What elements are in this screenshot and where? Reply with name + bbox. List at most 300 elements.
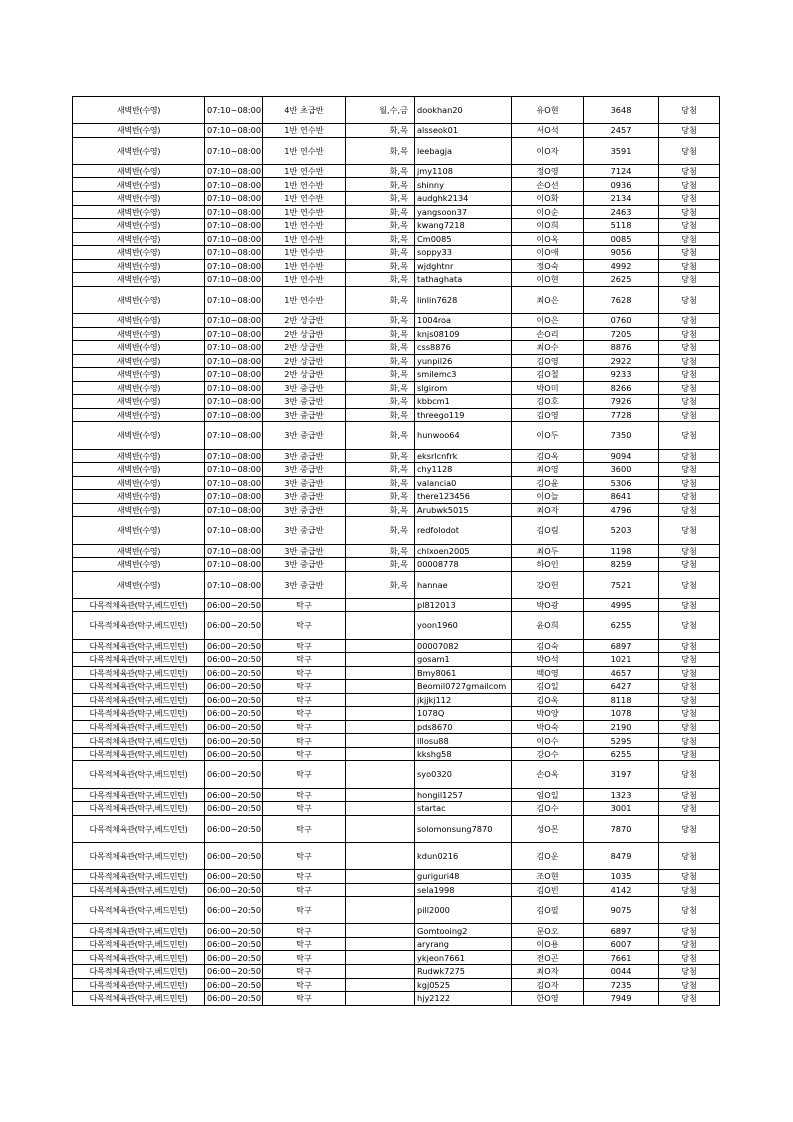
days-cell: 화,목	[346, 544, 415, 558]
code-cell: 6255	[584, 612, 659, 639]
table-row	[73, 937, 720, 951]
facility-cell: 새벽반(수영)	[73, 368, 205, 382]
name-cell: 이O현	[512, 273, 584, 287]
user-id-cell: threego119	[415, 408, 512, 422]
class-cell: 1반 연수반	[263, 259, 346, 273]
facility-cell: 새벽반(수영)	[73, 205, 205, 219]
time-cell: 07:10~08:00	[205, 449, 263, 463]
table-row	[73, 693, 720, 707]
result-cell: 당첨	[659, 408, 720, 422]
name-cell: 최O자	[512, 965, 584, 979]
table-row	[73, 490, 720, 504]
user-id-cell: 1004roa	[415, 314, 512, 328]
days-cell: 화,목	[346, 327, 415, 341]
result-cell: 당첨	[659, 992, 720, 1006]
days-cell	[346, 978, 415, 992]
table-row	[73, 517, 720, 544]
class-cell: 1반 연수반	[263, 164, 346, 178]
class-cell: 1반 연수반	[263, 246, 346, 260]
code-cell: 1198	[584, 544, 659, 558]
result-cell: 당첨	[659, 747, 720, 761]
result-cell: 당첨	[659, 924, 720, 938]
facility-cell: 새벽반(수영)	[73, 232, 205, 246]
user-id-cell: gosam1	[415, 653, 512, 667]
code-cell: 2625	[584, 273, 659, 287]
code-cell: 4796	[584, 503, 659, 517]
code-cell: 8118	[584, 693, 659, 707]
code-cell: 1035	[584, 870, 659, 884]
user-id-cell: hongil1257	[415, 788, 512, 802]
code-cell: 7628	[584, 286, 659, 313]
name-cell: 김O영	[512, 354, 584, 368]
facility-cell: 다목적체육관(탁구,베드민턴)	[73, 612, 205, 639]
user-id-cell: smilemc3	[415, 368, 512, 382]
time-cell: 07:10~08:00	[205, 192, 263, 206]
days-cell: 화,목	[346, 164, 415, 178]
result-cell: 당첨	[659, 476, 720, 490]
days-cell	[346, 612, 415, 639]
user-id-cell: 00007082	[415, 639, 512, 653]
code-cell: 7949	[584, 992, 659, 1006]
name-cell: 김O빈	[512, 883, 584, 897]
time-cell: 07:10~08:00	[205, 124, 263, 138]
user-id-cell: kgj0525	[415, 978, 512, 992]
table-row	[73, 327, 720, 341]
code-cell: 0936	[584, 178, 659, 192]
code-cell: 0044	[584, 965, 659, 979]
result-cell: 당첨	[659, 192, 720, 206]
result-cell: 당첨	[659, 639, 720, 653]
class-cell: 1반 연수반	[263, 192, 346, 206]
facility-cell: 새벽반(수영)	[73, 381, 205, 395]
facility-cell: 다목적체육관(탁구,베드민턴)	[73, 924, 205, 938]
user-id-cell: kkshg58	[415, 747, 512, 761]
name-cell: 이O희	[512, 219, 584, 233]
class-cell: 탁구	[263, 978, 346, 992]
days-cell	[346, 924, 415, 938]
name-cell: 문O오	[512, 924, 584, 938]
days-cell	[346, 639, 415, 653]
days-cell: 화,목	[346, 490, 415, 504]
class-cell: 1반 연수반	[263, 232, 346, 246]
table-row	[73, 571, 720, 598]
name-cell: 윤O희	[512, 612, 584, 639]
result-cell: 당첨	[659, 503, 720, 517]
days-cell	[346, 707, 415, 721]
name-cell: 김O운	[512, 842, 584, 869]
facility-cell: 다목적체육관(탁구,베드민턴)	[73, 965, 205, 979]
user-id-cell: solomonsung7870	[415, 815, 512, 842]
facility-cell: 새벽반(수영)	[73, 137, 205, 164]
code-cell: 4992	[584, 259, 659, 273]
user-id-cell: yunpil26	[415, 354, 512, 368]
facility-cell: 다목적체육관(탁구,베드민턴)	[73, 951, 205, 965]
facility-cell: 새벽반(수영)	[73, 273, 205, 287]
class-cell: 3반 중급반	[263, 449, 346, 463]
user-id-cell: there123456	[415, 490, 512, 504]
user-id-cell: pl812013	[415, 598, 512, 612]
result-cell: 당첨	[659, 164, 720, 178]
days-cell: 화,목	[346, 368, 415, 382]
facility-cell: 다목적체육관(탁구,베드민턴)	[73, 734, 205, 748]
user-id-cell: knjs08109	[415, 327, 512, 341]
user-id-cell: soppy33	[415, 246, 512, 260]
name-cell: 이O두	[512, 422, 584, 449]
class-cell: 3반 중급반	[263, 395, 346, 409]
table-row	[73, 314, 720, 328]
code-cell: 8259	[584, 558, 659, 572]
table-row	[73, 978, 720, 992]
class-cell: 1반 연수반	[263, 124, 346, 138]
name-cell: 이O용	[512, 937, 584, 951]
time-cell: 06:00~20:50	[205, 734, 263, 748]
user-id-cell: eksrlcnfrk	[415, 449, 512, 463]
time-cell: 07:10~08:00	[205, 517, 263, 544]
code-cell: 2922	[584, 354, 659, 368]
name-cell: 한O영	[512, 992, 584, 1006]
result-cell: 당첨	[659, 124, 720, 138]
code-cell: 5306	[584, 476, 659, 490]
code-cell: 7870	[584, 815, 659, 842]
name-cell: 김O자	[512, 978, 584, 992]
days-cell: 화,목	[346, 286, 415, 313]
class-cell: 3반 중급반	[263, 571, 346, 598]
days-cell: 화,목	[346, 463, 415, 477]
code-cell: 6427	[584, 680, 659, 694]
time-cell: 06:00~20:50	[205, 802, 263, 816]
facility-cell: 다목적체육관(탁구,베드민턴)	[73, 653, 205, 667]
days-cell: 화,목	[346, 517, 415, 544]
time-cell: 07:10~08:00	[205, 476, 263, 490]
time-cell: 07:10~08:00	[205, 97, 263, 124]
table-row	[73, 341, 720, 355]
class-cell: 탁구	[263, 937, 346, 951]
table-row	[73, 544, 720, 558]
user-id-cell: kwang7218	[415, 219, 512, 233]
class-cell: 탁구	[263, 870, 346, 884]
facility-cell: 다목적체육관(탁구,베드민턴)	[73, 978, 205, 992]
facility-cell: 새벽반(수영)	[73, 503, 205, 517]
result-cell: 당첨	[659, 707, 720, 721]
time-cell: 06:00~20:50	[205, 924, 263, 938]
table-row	[73, 381, 720, 395]
facility-cell: 다목적체육관(탁구,베드민턴)	[73, 897, 205, 924]
days-cell	[346, 992, 415, 1006]
code-cell: 6897	[584, 639, 659, 653]
user-id-cell: hunwoo64	[415, 422, 512, 449]
class-cell: 탁구	[263, 707, 346, 721]
result-cell: 당첨	[659, 286, 720, 313]
time-cell: 06:00~20:50	[205, 707, 263, 721]
facility-cell: 새벽반(수영)	[73, 246, 205, 260]
result-cell: 당첨	[659, 232, 720, 246]
result-cell: 당첨	[659, 395, 720, 409]
name-cell: 이O화	[512, 192, 584, 206]
facility-cell: 다목적체육관(탁구,베드민턴)	[73, 842, 205, 869]
name-cell: 이O수	[512, 734, 584, 748]
result-cell: 당첨	[659, 137, 720, 164]
user-id-cell: pill2000	[415, 897, 512, 924]
days-cell	[346, 897, 415, 924]
user-id-cell: audghk2134	[415, 192, 512, 206]
class-cell: 1반 연수반	[263, 178, 346, 192]
class-cell: 탁구	[263, 992, 346, 1006]
user-id-cell: guriguri48	[415, 870, 512, 884]
time-cell: 06:00~20:50	[205, 761, 263, 788]
table-row	[73, 992, 720, 1006]
name-cell: 서O석	[512, 124, 584, 138]
class-cell: 탁구	[263, 693, 346, 707]
name-cell: 성O몬	[512, 815, 584, 842]
table-row	[73, 870, 720, 884]
result-cell: 당첨	[659, 246, 720, 260]
name-cell: 최O영	[512, 463, 584, 477]
code-cell: 3001	[584, 802, 659, 816]
user-id-cell: sela1998	[415, 883, 512, 897]
code-cell: 4142	[584, 883, 659, 897]
class-cell: 3반 중급반	[263, 517, 346, 544]
days-cell: 화,목	[346, 314, 415, 328]
facility-cell: 다목적체육관(탁구,베드민턴)	[73, 788, 205, 802]
user-id-cell: yoon1960	[415, 612, 512, 639]
user-id-cell: Bmy8061	[415, 666, 512, 680]
code-cell: 7521	[584, 571, 659, 598]
user-id-cell: hjy2122	[415, 992, 512, 1006]
table-row	[73, 164, 720, 178]
days-cell	[346, 802, 415, 816]
user-id-cell: pds8670	[415, 720, 512, 734]
name-cell: 강O수	[512, 747, 584, 761]
time-cell: 07:10~08:00	[205, 137, 263, 164]
class-cell: 4반 초급반	[263, 97, 346, 124]
lottery-results-table	[72, 96, 720, 1006]
code-cell: 7205	[584, 327, 659, 341]
result-cell: 당첨	[659, 842, 720, 869]
facility-cell: 새벽반(수영)	[73, 219, 205, 233]
table-row	[73, 246, 720, 260]
name-cell: 강O헌	[512, 571, 584, 598]
time-cell: 07:10~08:00	[205, 354, 263, 368]
name-cell: 김O필	[512, 897, 584, 924]
code-cell: 1323	[584, 788, 659, 802]
facility-cell: 다목적체육관(탁구,베드민턴)	[73, 937, 205, 951]
days-cell: 화,목	[346, 354, 415, 368]
name-cell: 김O일	[512, 680, 584, 694]
class-cell: 3반 중급반	[263, 544, 346, 558]
table-row	[73, 720, 720, 734]
table-row	[73, 408, 720, 422]
class-cell: 탁구	[263, 815, 346, 842]
code-cell: 1021	[584, 653, 659, 667]
name-cell: 정O숙	[512, 259, 584, 273]
table-row	[73, 368, 720, 382]
facility-cell: 다목적체육관(탁구,베드민턴)	[73, 666, 205, 680]
name-cell: 김O호	[512, 395, 584, 409]
facility-cell: 다목적체육관(탁구,베드민턴)	[73, 992, 205, 1006]
facility-cell: 새벽반(수영)	[73, 571, 205, 598]
table-row	[73, 259, 720, 273]
time-cell: 07:10~08:00	[205, 164, 263, 178]
result-cell: 당첨	[659, 341, 720, 355]
code-cell: 1078	[584, 707, 659, 721]
result-cell: 당첨	[659, 761, 720, 788]
user-id-cell: chlxoen2005	[415, 544, 512, 558]
user-id-cell: tathaghata	[415, 273, 512, 287]
name-cell: 백O영	[512, 666, 584, 680]
name-cell: 김O옥	[512, 449, 584, 463]
class-cell: 2반 상급반	[263, 314, 346, 328]
name-cell: 이O늘	[512, 490, 584, 504]
facility-cell: 다목적체육관(탁구,베드민턴)	[73, 639, 205, 653]
table-row	[73, 842, 720, 869]
time-cell: 06:00~20:50	[205, 653, 263, 667]
user-id-cell: dookhan20	[415, 97, 512, 124]
code-cell: 7350	[584, 422, 659, 449]
facility-cell: 새벽반(수영)	[73, 558, 205, 572]
class-cell: 탁구	[263, 802, 346, 816]
days-cell: 화,목	[346, 178, 415, 192]
table-row	[73, 354, 720, 368]
time-cell: 07:10~08:00	[205, 219, 263, 233]
facility-cell: 새벽반(수영)	[73, 164, 205, 178]
table-row	[73, 463, 720, 477]
time-cell: 06:00~20:50	[205, 680, 263, 694]
user-id-cell: jkjjkj112	[415, 693, 512, 707]
class-cell: 탁구	[263, 842, 346, 869]
user-id-cell: css8876	[415, 341, 512, 355]
table-row	[73, 965, 720, 979]
user-id-cell: 1078Q	[415, 707, 512, 721]
name-cell: 박O석	[512, 653, 584, 667]
code-cell: 2190	[584, 720, 659, 734]
days-cell: 화,목	[346, 381, 415, 395]
result-cell: 당첨	[659, 937, 720, 951]
table-row	[73, 178, 720, 192]
name-cell: 김O숙	[512, 639, 584, 653]
days-cell: 화,목	[346, 259, 415, 273]
result-cell: 당첨	[659, 544, 720, 558]
days-cell	[346, 815, 415, 842]
table-row	[73, 815, 720, 842]
result-cell: 당첨	[659, 314, 720, 328]
days-cell: 화,목	[346, 192, 415, 206]
code-cell: 2463	[584, 205, 659, 219]
class-cell: 탁구	[263, 788, 346, 802]
code-cell: 8266	[584, 381, 659, 395]
user-id-cell: hannae	[415, 571, 512, 598]
days-cell	[346, 965, 415, 979]
result-cell: 당첨	[659, 463, 720, 477]
class-cell: 탁구	[263, 965, 346, 979]
code-cell: 4995	[584, 598, 659, 612]
code-cell: 5203	[584, 517, 659, 544]
time-cell: 07:10~08:00	[205, 178, 263, 192]
time-cell: 07:10~08:00	[205, 408, 263, 422]
class-cell: 탁구	[263, 747, 346, 761]
class-cell: 1반 연수반	[263, 205, 346, 219]
time-cell: 06:00~20:50	[205, 693, 263, 707]
time-cell: 06:00~20:50	[205, 598, 263, 612]
table-row	[73, 639, 720, 653]
table-row	[73, 924, 720, 938]
table-row	[73, 707, 720, 721]
facility-cell: 새벽반(수영)	[73, 408, 205, 422]
class-cell: 탁구	[263, 653, 346, 667]
time-cell: 07:10~08:00	[205, 490, 263, 504]
table-row	[73, 653, 720, 667]
time-cell: 06:00~20:50	[205, 992, 263, 1006]
time-cell: 06:00~20:50	[205, 870, 263, 884]
code-cell: 6255	[584, 747, 659, 761]
result-cell: 당첨	[659, 802, 720, 816]
result-cell: 당첨	[659, 517, 720, 544]
days-cell	[346, 883, 415, 897]
class-cell: 탁구	[263, 720, 346, 734]
days-cell: 화,목	[346, 205, 415, 219]
result-cell: 당첨	[659, 883, 720, 897]
time-cell: 07:10~08:00	[205, 327, 263, 341]
days-cell: 화,목	[346, 476, 415, 490]
days-cell: 월,수,금	[346, 97, 415, 124]
table-row	[73, 612, 720, 639]
code-cell: 0085	[584, 232, 659, 246]
name-cell: 박O광	[512, 598, 584, 612]
days-cell: 화,목	[346, 558, 415, 572]
time-cell: 07:10~08:00	[205, 368, 263, 382]
user-id-cell: ykjeon7661	[415, 951, 512, 965]
user-id-cell: shinny	[415, 178, 512, 192]
class-cell: 탁구	[263, 951, 346, 965]
user-id-cell: linlin7628	[415, 286, 512, 313]
name-cell: 김O영	[512, 408, 584, 422]
days-cell	[346, 937, 415, 951]
name-cell: 최O자	[512, 503, 584, 517]
time-cell: 06:00~20:50	[205, 978, 263, 992]
code-cell: 3591	[584, 137, 659, 164]
time-cell: 07:10~08:00	[205, 544, 263, 558]
code-cell: 6007	[584, 937, 659, 951]
class-cell: 3반 중급반	[263, 558, 346, 572]
result-cell: 당첨	[659, 97, 720, 124]
user-id-cell: Beomil0727gmailcom	[415, 680, 512, 694]
user-id-cell: chy1128	[415, 463, 512, 477]
time-cell: 06:00~20:50	[205, 720, 263, 734]
facility-cell: 다목적체육관(탁구,베드민턴)	[73, 761, 205, 788]
class-cell: 2반 상급반	[263, 341, 346, 355]
class-cell: 3반 중급반	[263, 408, 346, 422]
time-cell: 07:10~08:00	[205, 558, 263, 572]
name-cell: 하O인	[512, 558, 584, 572]
result-cell: 당첨	[659, 327, 720, 341]
code-cell: 9075	[584, 897, 659, 924]
days-cell: 화,목	[346, 273, 415, 287]
facility-cell: 다목적체육관(탁구,베드민턴)	[73, 707, 205, 721]
user-id-cell: leebagja	[415, 137, 512, 164]
table-row	[73, 680, 720, 694]
facility-cell: 다목적체육관(탁구,베드민턴)	[73, 680, 205, 694]
facility-cell: 다목적체육관(탁구,베드민턴)	[73, 720, 205, 734]
table-row	[73, 747, 720, 761]
result-cell: 당첨	[659, 178, 720, 192]
time-cell: 06:00~20:50	[205, 639, 263, 653]
time-cell: 06:00~20:50	[205, 666, 263, 680]
result-cell: 당첨	[659, 693, 720, 707]
days-cell	[346, 747, 415, 761]
code-cell: 8479	[584, 842, 659, 869]
result-cell: 당첨	[659, 951, 720, 965]
days-cell	[346, 680, 415, 694]
code-cell: 9233	[584, 368, 659, 382]
